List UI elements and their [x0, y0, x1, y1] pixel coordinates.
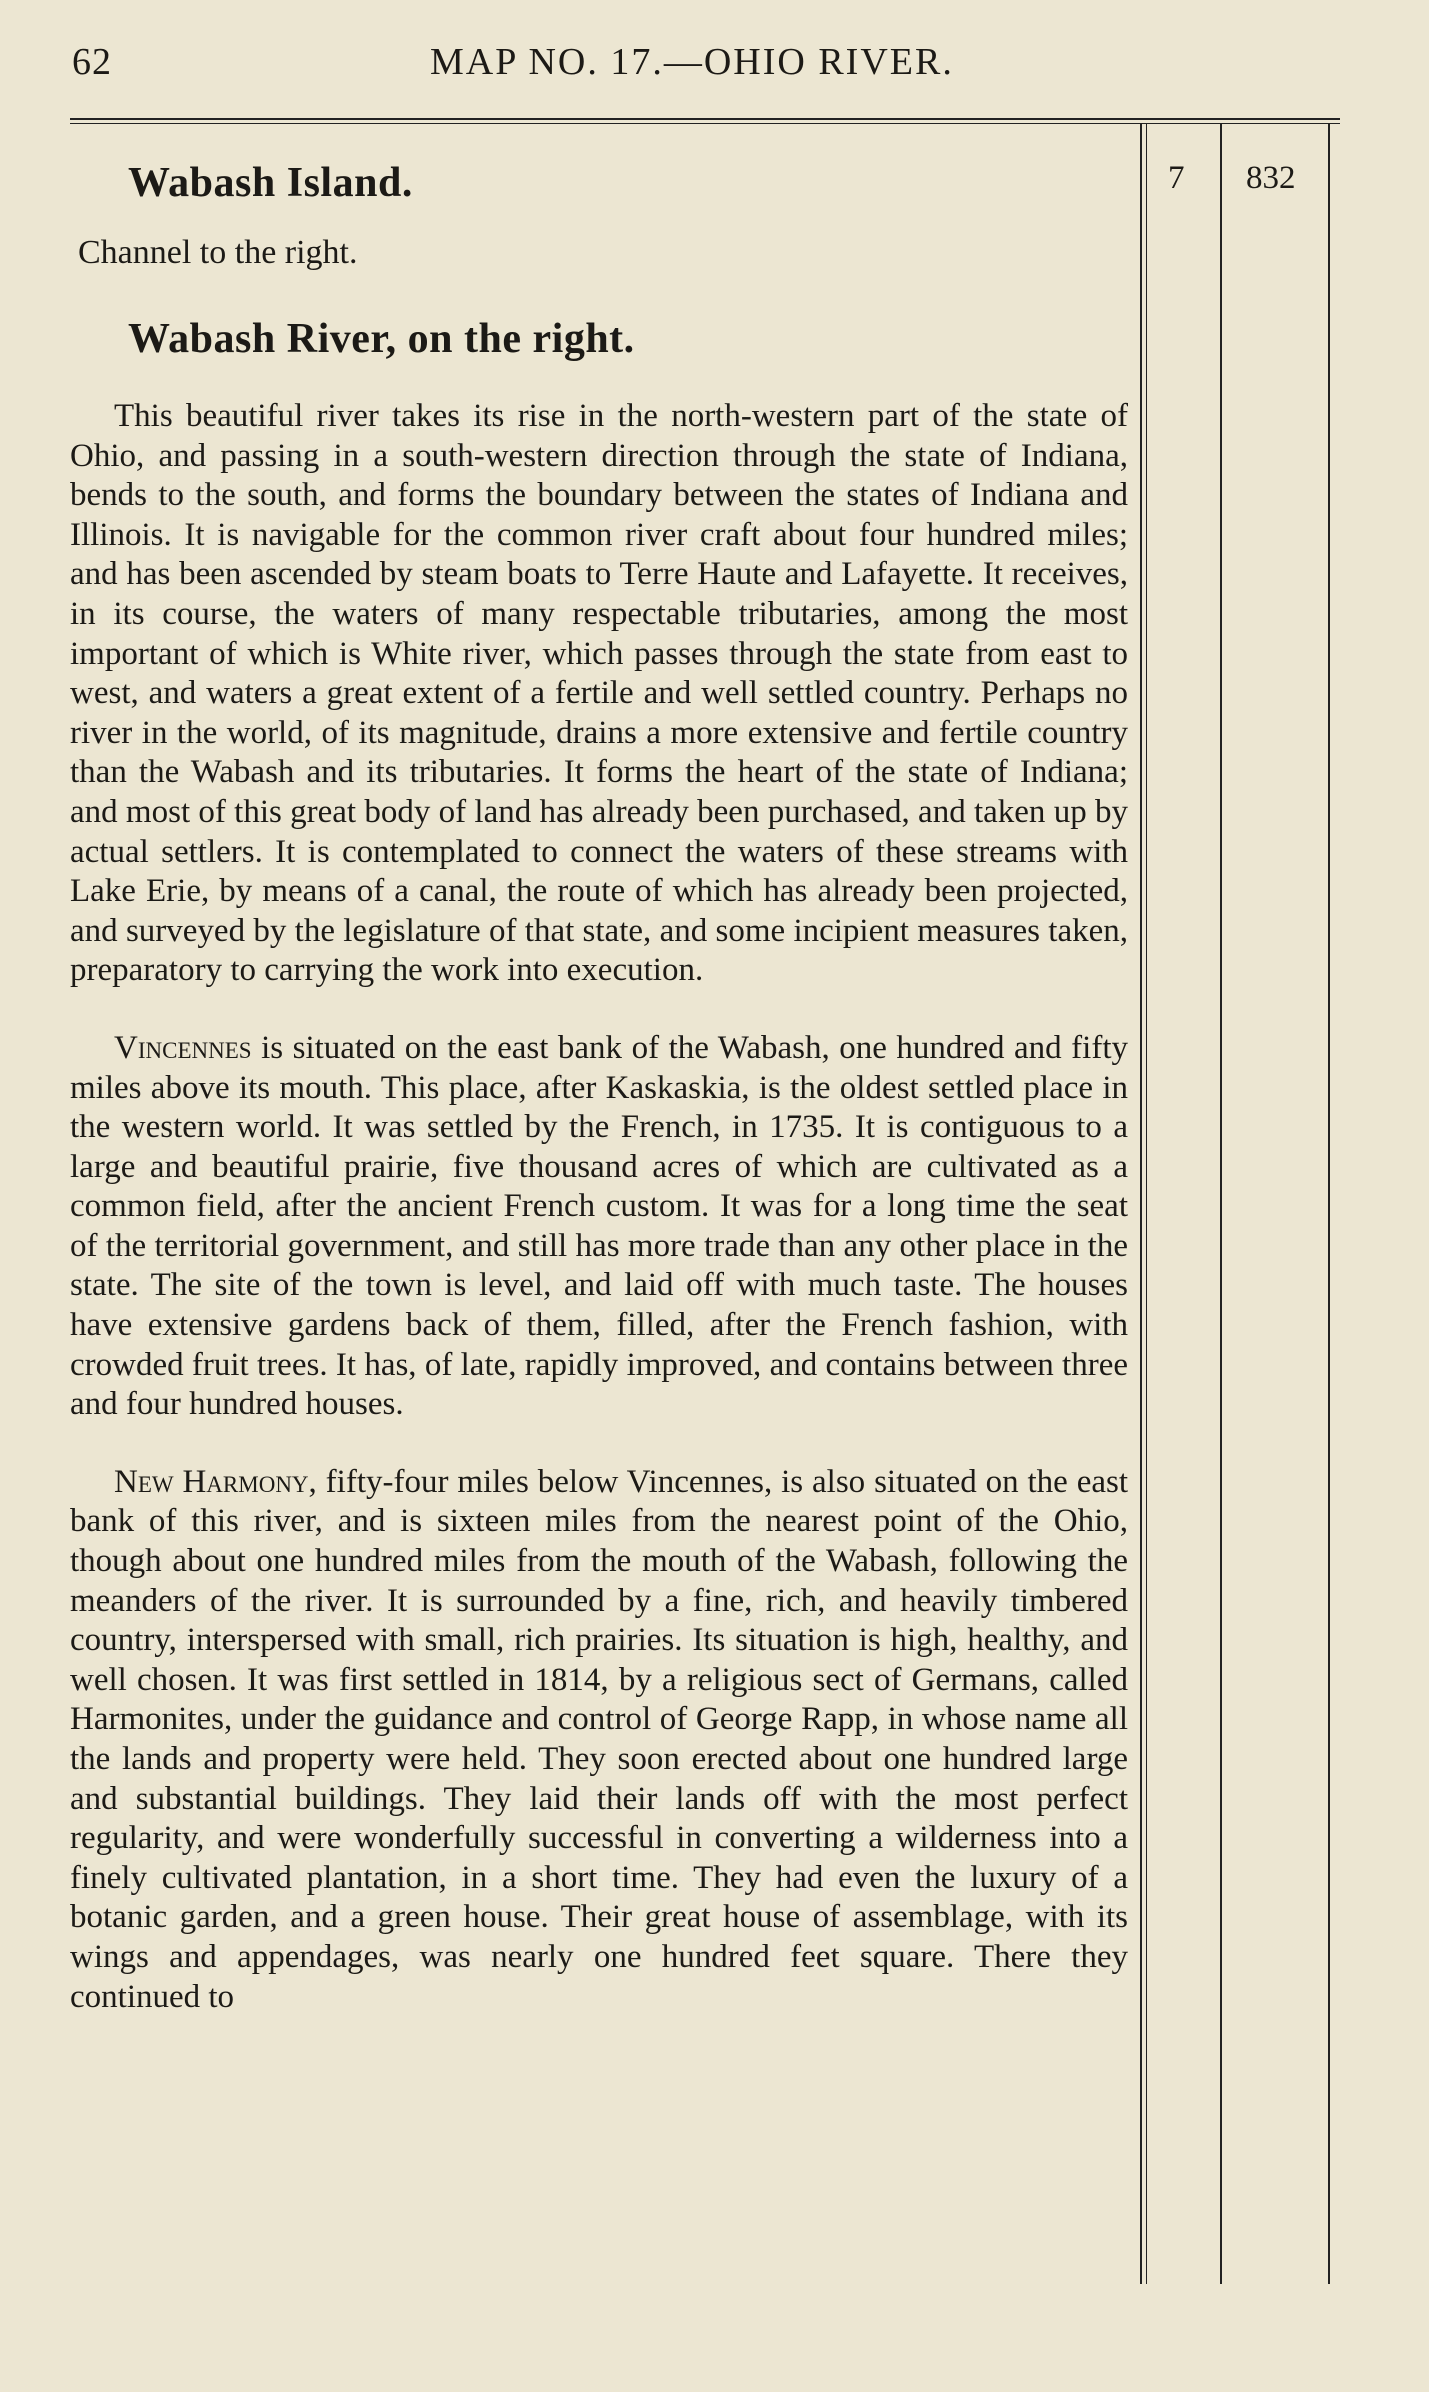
cumulative-distance-value: 832	[1246, 160, 1296, 196]
column-divider	[1146, 124, 1147, 2284]
main-text	[70, 155, 1128, 2017]
place-name: Vincennes	[114, 1029, 252, 1066]
column-divider	[1220, 124, 1222, 2284]
paragraph-wabash: This beautiful river takes its rise in the north-western part of the state of Ohio, and passing in a south-western direction through the state of Indiana, bends to the south, and forms the boundary between the states of Indiana and Illinois. It is navigable for the common river craft about four hundred miles; and has been ascended by steam boats to Terre Haute and Lafayette. It receives, in its course, the waters of many respectable tributaries, among the most important of which is White river, which passes through the state from east to west, and waters a great extent of a fertile and well settled country. Perhaps no river in the world, of its magnitude, drains a more extensive and fertile country than the Wabash and its tributaries. It forms the heart of the state of Indiana; and most of this great body of land has already been purchased, and taken up by actual settlers. It is contemplated to connect the waters of these streams with Lake Erie, by means of a canal, the route of which has already been projected, and surveyed by the legislature of that state, and some incipient measures taken, preparatory to carrying the work into execution.	[70, 398, 1128, 989]
section-heading: Wabash River, on the right.	[128, 316, 635, 362]
column-divider	[1328, 124, 1330, 2284]
section-heading: Wabash Island.	[128, 160, 413, 206]
page-number: 62	[72, 41, 112, 83]
paragraph-vincennes	[70, 1029, 1128, 1425]
place-name: New Harmony	[114, 1463, 309, 1500]
running-head: MAP NO. 17.—OHIO RIVER.	[430, 41, 954, 83]
distance-column-value: 7	[1168, 160, 1185, 196]
column-divider	[1140, 124, 1142, 2284]
header-rule	[70, 118, 1340, 124]
paragraph-text: , fifty-four miles below Vincennes, is also situated on the east bank of this river, and is sixteen miles from the nearest point of the Ohio, though about one hundred miles from the mouth of the Wabash, following the meanders of the river. It is surrounded by a fine, rich, and heavily timbered country, interspersed with small, rich prairies. Its situation is high, healthy, and well chosen. It was first settled in 1814, by a religious sect of Germans, called Harmonites, under the guidance and control of George Rapp, in whose name all the lands and property were held. They soon erected about one hundred large and substantial buildings. They laid their lands off with the most perfect regularity, and were wonderfully successful in converting a wilderness into a finely cultivated plantation, in a short time. They had even the luxury of a botanic garden, and a green house. Their great house of assemblage, with its wings and appendages, was nearly one hundred feet square. There they continued to	[70, 1463, 1128, 2015]
paragraph-new-harmony	[70, 1463, 1128, 2017]
page-header	[0, 30, 1429, 100]
paragraph-text: is situated on the east bank of the Wabash, one hundred and fifty miles above its mouth. This place, after Kaskaskia, is the oldest settled place in the western world. It was settled by the French, in 1735. It is contiguous to a large and beautiful prairie, five thousand acres of which are cultivated as a common field, after the ancient French custom. It was for a long time the seat of the territorial government, and still has more trade than any other place in the state. The site of the town is level, and laid off with much taste. The houses have extensive gardens back of them, filled, after the French fashion, with crowded fruit trees. It has, of late, rapidly improved, and contains between three and four hundred houses.	[70, 1029, 1128, 1423]
channel-note: Channel to the right.	[78, 234, 358, 271]
